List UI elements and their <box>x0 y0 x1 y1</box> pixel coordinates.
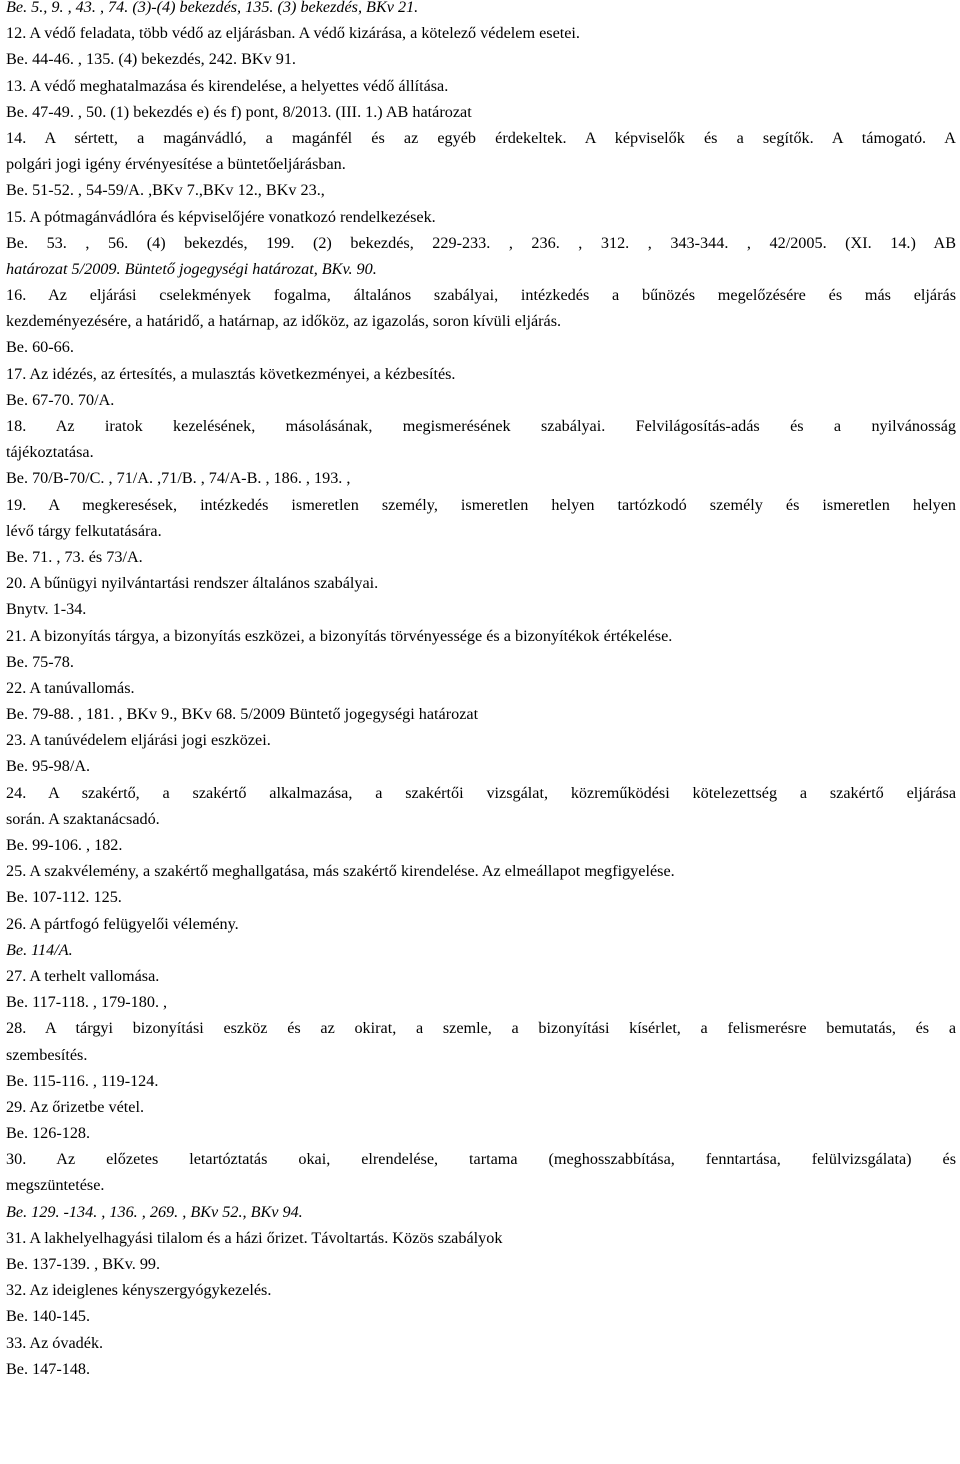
text-line: Be. 95-98/A. <box>6 757 91 776</box>
text-line: 20. A bűnügyi nyilvántartási rendszer általános szabályai. <box>6 574 379 593</box>
text-line: Be. 129. -134. , 136. , 269. , BKv 52., BKv 94. <box>6 1202 303 1221</box>
text-line: 16. Az eljárási cselekmények fogalma, általános szabályai, intézkedés a bűnözés megelőzésére és más eljárás <box>6 286 956 305</box>
text-line: Bnytv. 1-34. <box>6 600 87 619</box>
text-line: során. A szaktanácsadó. <box>6 809 160 828</box>
text-line: 24. A szakértő, a szakértő alkalmazása, a szakértői vizsgálat, közreműködési kötelezettség a szakértő eljárása <box>6 783 956 802</box>
text-line: Be. 140-145. <box>6 1307 91 1326</box>
text-line: Be. 107-112. 125. <box>6 888 122 907</box>
text-line: lévő tárgy felkutatására. <box>6 521 162 540</box>
text-line: Be. 70/B-70/C. , 71/A. ,71/B. , 74/A-B. , 186. , 193. , <box>6 469 351 488</box>
text-line: 31. A lakhelyelhagyási tilalom és a házi őrizet. Távoltartás. Közös szabályok <box>6 1228 503 1247</box>
text-line: 29. Az őrizetbe vétel. <box>6 1097 144 1116</box>
text-line: Be. 117-118. , 179-180. , <box>6 993 168 1012</box>
text-line: Be. 126-128. <box>6 1124 91 1143</box>
text-line: 23. A tanúvédelem eljárási jogi eszközei. <box>6 731 271 750</box>
text-line: tájékoztatása. <box>6 443 94 462</box>
text-line: 28. A tárgyi bizonyítási eszköz és az okirat, a szemle, a bizonyítási kísérlet, a felismerésre bemutatás, és a <box>6 1019 956 1038</box>
text-line: 32. Az ideiglenes kényszergyógykezelés. <box>6 1281 272 1300</box>
text-line: 25. A szakvélemény, a szakértő meghallgatása, más szakértő kirendelése. Az elmeállapot megfigyelése. <box>6 862 675 881</box>
text-line: 15. A pótmagánvádlóra és képviselőjére vonatkozó rendelkezések. <box>6 207 436 226</box>
text-line: 22. A tanúvallomás. <box>6 678 135 697</box>
text-line: Be. 44-46. , 135. (4) bekezdés, 242. BKv 91. <box>6 50 296 69</box>
text-line: 30. Az előzetes letartóztatás okai, elrendelése, tartama (meghosszabbítása, fenntartása, felülvizsgálata) és <box>6 1150 956 1169</box>
text-line: 12. A védő feladata, több védő az eljárásban. A védő kizárása, a kötelező védelem esetei. <box>6 24 580 43</box>
text-line: 26. A pártfogó felügyelői vélemény. <box>6 914 239 933</box>
text-line: 13. A védő meghatalmazása és kirendelése, a helyettes védő állítása. <box>6 76 449 95</box>
text-line: 18. Az iratok kezelésének, másolásának, megismerésének szabályai. Felvilágosítás-adás és a nyilvánosság <box>6 417 956 435</box>
text-line: Be. 71. , 73. és 73/A. <box>6 547 143 566</box>
text-line: 27. A terhelt vallomása. <box>6 966 160 985</box>
text-line: Be. 99-106. , 182. <box>6 836 123 854</box>
text-line: Be. 67-70. 70/A. <box>6 390 115 409</box>
text-line: polgári jogi igény érvényesítése a büntetőeljárásban. <box>6 155 346 174</box>
text-line: 33. Az óvadék. <box>6 1333 104 1352</box>
text-line: szembesítés. <box>6 1045 88 1064</box>
text-line: Be. 147-148. <box>6 1359 91 1378</box>
text-line: Be. 60-66. <box>6 338 74 357</box>
text-line: Be. 115-116. , 119-124. <box>6 1071 159 1090</box>
text-line: 19. A megkeresések, intézkedés ismeretlen személy, ismeretlen helyen tartózkodó személy és ismeretlen helyen <box>6 495 956 514</box>
text-line: Be. 79-88. , 181. , BKv 9., BKv 68. 5/2009 Büntető jogegységi határozat <box>6 705 479 724</box>
text-line: Be. 53. , 56. (4) bekezdés, 199. (2) bekezdés, 229-233. , 236. , 312. , 343-344. , 42/2005. (XI. 14.) AB <box>6 233 956 252</box>
text-line: megszüntetése. <box>6 1176 105 1195</box>
text-line: Be. 75-78. <box>6 652 74 671</box>
text-line: Be. 47-49. , 50. (1) bekezdés e) és f) pont, 8/2013. (III. 1.) AB határozat <box>6 102 472 121</box>
text-line: Be. 114/A. <box>6 940 73 959</box>
text-line: Be. 137-139. , BKv. 99. <box>6 1255 161 1273</box>
text-line: Be. 5., 9. , 43. , 74. (3)-(4) bekezdés, 135. (3) bekezdés, BKv 21. <box>6 0 419 16</box>
text-line: Be. 51-52. , 54-59/A. ,BKv 7.,BKv 12., BKv 23., <box>6 181 325 200</box>
text-line: határozat 5/2009. Büntető jogegységi határozat, BKv. 90. <box>6 259 377 278</box>
text-line: 14. A sértett, a magánvádló, a magánfél és az egyéb érdekeltek. A képviselők és a segítők. A támogató. A <box>6 128 956 147</box>
text-line: 17. Az idézés, az értesítés, a mulasztás következményei, a kézbesítés. <box>6 364 456 383</box>
text-line: kezdeményezésére, a határidő, a határnap, az időköz, az igazolás, soron kívüli eljárás. <box>6 312 562 331</box>
text-line: 21. A bizonyítás tárgya, a bizonyítás eszközei, a bizonyítás törvényessége és a bizonyítékok értékelése. <box>6 626 673 645</box>
